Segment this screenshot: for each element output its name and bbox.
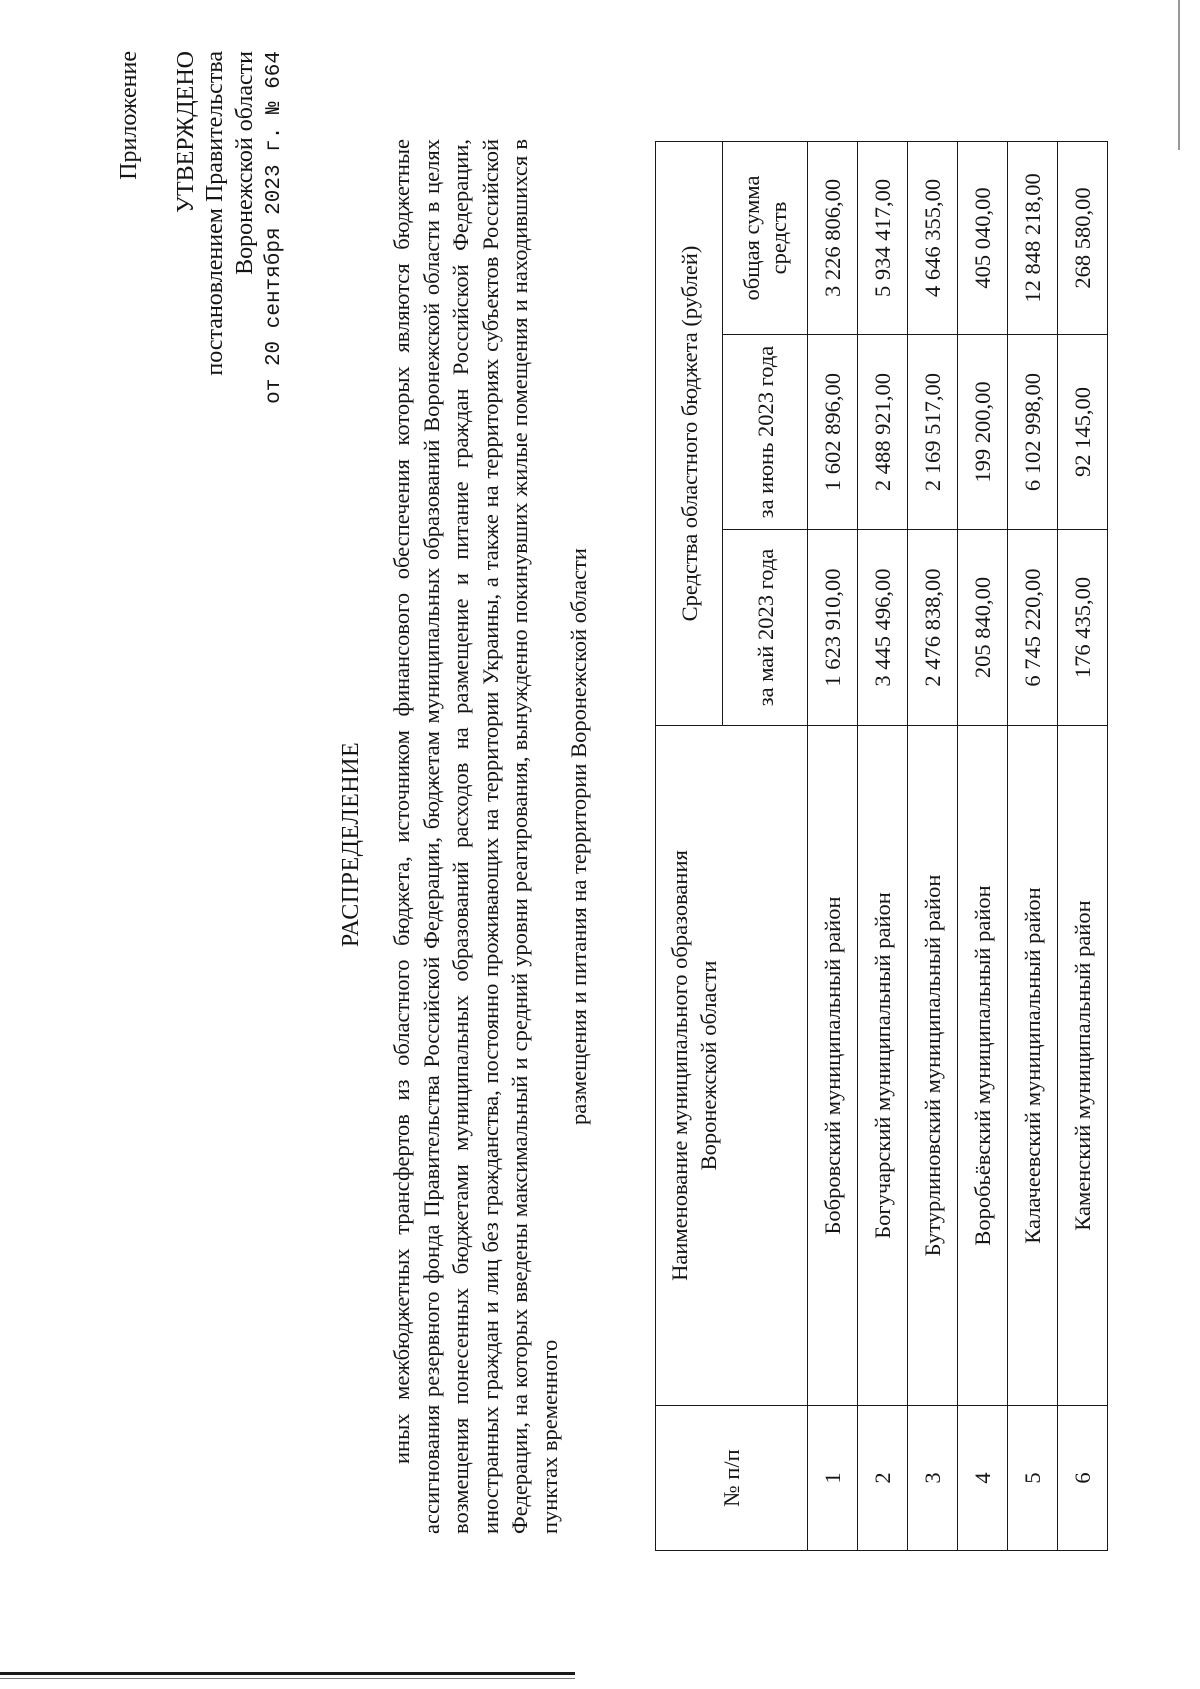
appendix-label: Приложение: [116, 51, 142, 180]
row-may-amount: 205 840,00: [958, 530, 1008, 726]
document-title: РАСПРЕДЕЛЕНИЕ: [338, 741, 364, 948]
approved-by-line: Воронежской области: [231, 51, 258, 275]
row-may-amount: 2 476 838,00: [908, 530, 958, 726]
row-total-amount: 405 040,00: [958, 141, 1008, 334]
row-may-amount: 176 435,00: [1058, 530, 1108, 726]
distribution-table: [655, 141, 1108, 1551]
header-funds: Средства областного бюджета (рублей): [656, 141, 723, 725]
row-municipality: Воробьёвский муниципальный район: [958, 726, 1008, 1406]
description-text: иных межбюджетных трансфертов из областного бюджета, источником финансового обеспечения которых являются бюджетные ассигнования резервного фонда Правительства Российской Федерации, бюджетам муниципальных образований Воронежской области в целях возмещения понесенных бюджетами муниципальных образований расходов на размещение и питание граждан Российской Федерации, иностранных граждан и лиц без гражданства, постоянно проживающих на территории Украины, а также на территориях субъектов Российской Федерации, на которых введены максимальный и средний уровни реагирования, вынужденно покинувших жилые помещения и находившихся в пунктах временного: [389, 139, 562, 1534]
approval-block: [115, 51, 290, 471]
row-municipality: Бутурлиновский муниципальный район: [908, 726, 958, 1406]
approval-date-number: от 20 сентября 2023 г. № 664: [263, 51, 286, 404]
header-total: общая сумма средств: [723, 141, 808, 334]
header-may: за май 2023 года: [723, 530, 808, 726]
row-total-amount: 5 934 417,00: [858, 141, 908, 334]
row-may-amount: 1 623 910,00: [808, 530, 858, 726]
row-total-amount: 4 646 355,00: [908, 141, 958, 334]
row-number: 5: [1008, 1406, 1058, 1551]
approved-by-line: постановлением Правительства: [202, 51, 228, 376]
row-number: 6: [1058, 1406, 1108, 1551]
row-june-amount: 1 602 896,00: [808, 335, 858, 530]
row-total-amount: 3 226 806,00: [808, 141, 858, 334]
row-june-amount: 6 102 998,00: [1008, 335, 1058, 530]
row-municipality: Богучарский муниципальный район: [858, 726, 908, 1406]
table-row: [1008, 141, 1058, 1550]
row-number: 2: [858, 1406, 908, 1551]
header-june: за июнь 2023 года: [723, 335, 808, 530]
row-june-amount: 92 145,00: [1058, 335, 1108, 530]
approved-label: УТВЕРЖДЕНО: [172, 51, 199, 214]
header-municipality: [656, 726, 808, 1406]
row-june-amount: 199 200,00: [958, 335, 1008, 530]
row-municipality: Калачеевский муниципальный район: [1008, 726, 1058, 1406]
header-municipality-line: Наименование муниципального образования: [667, 850, 692, 1281]
description-last-line: размещения и питания на территории Воронежской области: [566, 548, 591, 1125]
document-description: [387, 139, 594, 1534]
row-may-amount: 6 745 220,00: [1008, 530, 1058, 726]
header-municipality-line: Воронежской области: [696, 960, 721, 1171]
row-total-amount: 12 848 218,00: [1008, 141, 1058, 334]
row-number: 4: [958, 1406, 1008, 1551]
table-row: [908, 141, 958, 1550]
table-row: [858, 141, 908, 1550]
row-june-amount: 2 488 921,00: [858, 335, 908, 530]
table-row: [958, 141, 1008, 1550]
row-total-amount: 268 580,00: [1058, 141, 1108, 334]
row-municipality: Бобровский муниципальный район: [808, 726, 858, 1406]
table-row: [1058, 141, 1108, 1550]
row-municipality: Каменский муниципальный район: [1058, 726, 1108, 1406]
table-row: [808, 141, 858, 1550]
header-number: № п/п: [656, 1406, 808, 1551]
row-number: 1: [808, 1406, 858, 1551]
row-number: 3: [908, 1406, 958, 1551]
row-june-amount: 2 169 517,00: [908, 335, 958, 530]
row-may-amount: 3 445 496,00: [858, 530, 908, 726]
